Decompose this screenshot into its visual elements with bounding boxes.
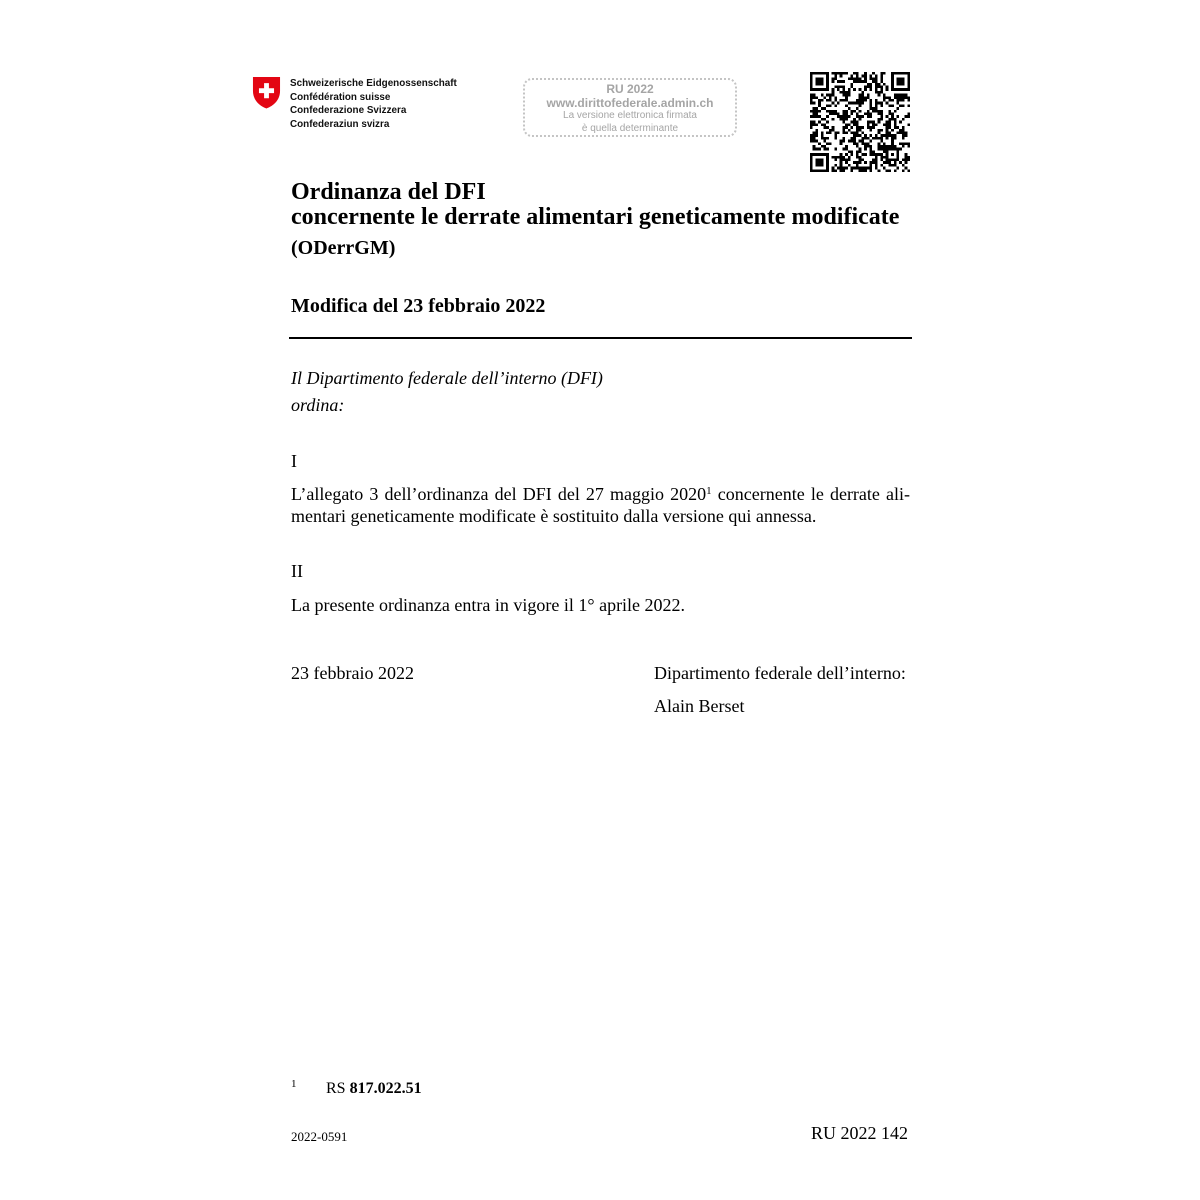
footnote-prefix: RS xyxy=(326,1080,346,1097)
page-title: Ordinanza del DFI xyxy=(291,179,486,205)
coat-of-arms-line-german: Schweizerische Eidgenossenschaft xyxy=(290,78,457,89)
stamp-notice-line1: La versione elettronica firmata xyxy=(563,110,697,121)
preamble-issuer: Il Dipartimento federale dell’interno (DFI) xyxy=(291,368,603,388)
stamp-notice-line2: è quella determinante xyxy=(581,122,679,134)
preamble-enacting-word: ordina: xyxy=(291,395,345,415)
electronic-version-stamp xyxy=(523,78,737,137)
stamp-collection: RU 2022 xyxy=(606,82,654,96)
footnote-reference-number: 817.022.51 xyxy=(349,1080,422,1097)
signature-authority: Dipartimento federale dell’interno: xyxy=(654,663,906,683)
section-i-text-line1 xyxy=(291,483,910,505)
qr-modules xyxy=(810,72,910,172)
page-subtitle: concernente le derrate alimentari geneticamente modificate xyxy=(291,204,900,230)
coat-of-arms-line-romansh: Confederaziun svizra xyxy=(290,118,390,130)
coat-of-arms-line-french: Confédération suisse xyxy=(290,91,391,103)
section-i-text-continuation: concernente le derrate ali- xyxy=(711,484,911,504)
signature-date: 23 febbraio 2022 xyxy=(291,663,414,683)
title-abbreviation: (ODerrGM) xyxy=(291,237,396,259)
signatory-name: Alain Berset xyxy=(654,696,745,716)
section-ii-text: La presente ordinanza entra in vigore il 1° aprile 2022. xyxy=(291,595,686,615)
section-number-i: I xyxy=(291,451,297,471)
amendment-date-heading: Modifica del 23 febbraio 2022 xyxy=(291,295,546,317)
stamp-website: www.dirittofederale.admin.ch xyxy=(546,96,714,110)
official-compilation-reference: RU 2022 142 xyxy=(810,1123,908,1143)
coat-of-arms-line-italian: Confederazione Svizzera xyxy=(290,105,407,117)
section-i-text-line2: mentari geneticamente modificate è sostituito dalla versione qui annessa. xyxy=(291,506,817,526)
section-i-text-start: L’allegato 3 dell’ordinanza del DFI del 27 maggio 2020 xyxy=(291,484,707,504)
footnote-reference: 1 xyxy=(706,485,712,497)
document-number: 2022-0591 xyxy=(291,1129,348,1144)
coat-of-arms-text xyxy=(290,77,457,131)
footnote-text xyxy=(326,1079,422,1099)
swiss-cross-shield-icon xyxy=(252,76,281,109)
footnote-number: 1 xyxy=(291,1078,297,1090)
qr-code-icon xyxy=(810,72,910,172)
section-number-ii: II xyxy=(291,561,303,581)
title-divider xyxy=(289,337,912,339)
